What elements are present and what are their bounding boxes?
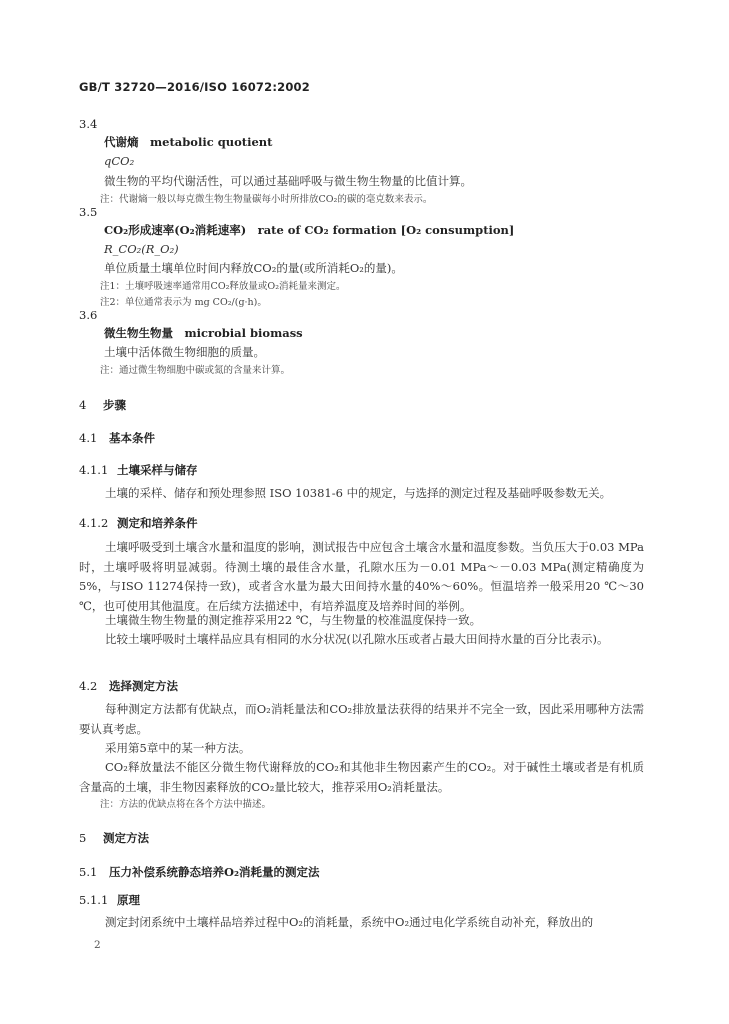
page-number: 2: [94, 939, 101, 951]
paragraph: 比较土壤呼吸时土壤样品应具有相同的水分状况(以孔隙水压或者占最大田间持水量的百分比表示)。: [105, 632, 609, 646]
subsection-heading: [79, 892, 140, 908]
paragraph: 采用第5章中的某一种方法。: [105, 741, 251, 755]
term-definition: 土壤中活体微生物细胞的质量。: [104, 345, 265, 359]
term-note: 注：代谢熵一般以每克微生物生物量碳每小时所排放CO₂的碳的毫克数来表示。: [100, 194, 433, 205]
subsection-heading: [79, 515, 198, 531]
subsection-title: 原理: [117, 893, 140, 907]
subsection-number: 5.1: [79, 865, 98, 879]
subsection-number: 4.1: [79, 431, 98, 445]
term-definition: 单位质量土壤单位时间内释放CO₂的量(或所消耗O₂的量)。: [104, 261, 403, 275]
term-definition: 微生物的平均代谢活性，可以通过基础呼吸与微生物生物量的比值计算。: [104, 174, 472, 188]
term-title: CO₂形成速率(O₂消耗速率) rate of CO₂ formation [O₂ consumption]: [104, 223, 515, 237]
subsection-number: 4.2: [79, 679, 98, 693]
subsection-number: 4.1.2: [79, 516, 109, 530]
subsection-heading: [79, 462, 198, 478]
subsection-title: 测定和培养条件: [117, 516, 198, 530]
section-number: 4: [79, 398, 87, 412]
term-note: 注2：单位通常表示为 mg CO₂/(g·h)。: [100, 297, 267, 308]
subsection-title: 土壤采样与储存: [117, 463, 198, 477]
section-heading: [79, 397, 126, 413]
standard-number: GB/T 32720—2016/ISO 16072:2002: [79, 80, 310, 94]
term-number: 3.5: [79, 205, 98, 219]
term-note: 注：通过微生物细胞中碳或氮的含量来计算。: [100, 365, 291, 376]
subsection-heading: [79, 864, 320, 880]
subsection-title: 压力补偿系统静态培养O₂消耗量的测定法: [109, 865, 320, 879]
term-title: 微生物生物量 microbial biomass: [104, 326, 303, 340]
paragraph: 土壤呼吸受到土壤含水量和温度的影响，测试报告中应包含土壤含水量和温度参数。当负压大于0.03 MPa时，土壤呼吸将明显减弱。待测土壤的最佳含水量，孔隙水压为－0.01 MPa～－0.03 MPa(测定精确度为5%，与ISO 11274保持一致)，或者含水量为最大田间持水量的40%～60%。恒温培养一般采用20 ℃～30 ℃，也可使用其他温度。在后续方法描述中，有培养温度及培养时间的举例。: [79, 540, 644, 613]
term-number: 3.6: [79, 308, 98, 322]
section-title: 步骤: [103, 398, 126, 412]
paragraph: 土壤微生物生物量的测定推荐采用22 ℃，与生物量的校准温度保持一致。: [105, 613, 482, 627]
subsection-number: 4.1.1: [79, 463, 109, 477]
paragraph: 每种测定方法都有优缺点，而O₂消耗量法和CO₂排放量法获得的结果并不完全一致，因此采用哪种方法需要认真考虑。: [79, 702, 644, 736]
subsection-title: 基本条件: [109, 431, 155, 445]
subsection-number: 5.1.1: [79, 893, 109, 907]
section-heading: [79, 830, 149, 846]
paragraph: 测定封闭系统中土壤样品培养过程中O₂的消耗量，系统中O₂通过电化学系统自动补充，释放出的: [105, 915, 594, 929]
paragraph: 土壤的采样、储存和预处理参照 ISO 10381-6 中的规定，与选择的测定过程及基础呼吸参数无关。: [105, 486, 612, 500]
note: 注：方法的优缺点将在各个方法中描述。: [100, 799, 272, 810]
term-symbol: R_CO₂(R_O₂): [104, 242, 179, 256]
term-note: 注1：土壤呼吸速率通常用CO₂释放量或O₂消耗量来测定。: [100, 281, 346, 292]
subsection-heading: [79, 430, 155, 446]
section-title: 测定方法: [103, 831, 149, 845]
term-number: 3.4: [79, 117, 98, 131]
term-symbol: qCO₂: [104, 154, 135, 168]
subsection-title: 选择测定方法: [109, 679, 178, 693]
subsection-heading: [79, 678, 178, 694]
paragraph: CO₂释放量法不能区分微生物代谢释放的CO₂和其他非生物因素产生的CO₂。对于碱性土壤或者是有机质含量高的土壤，非生物因素释放的CO₂量比较大，推荐采用O₂消耗量法。: [79, 760, 644, 794]
section-number: 5: [79, 831, 87, 845]
term-title: 代谢熵 metabolic quotient: [104, 135, 273, 149]
